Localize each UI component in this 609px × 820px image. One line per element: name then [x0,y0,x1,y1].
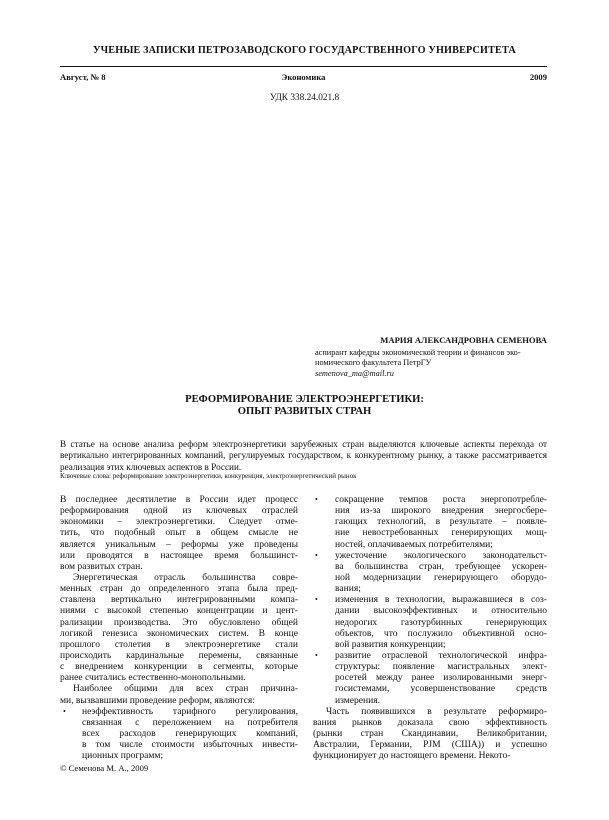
text-line: происходить кардинальные перемены, связанные [60,649,298,661]
text-line: логикой генезиса экономических систем. В конце [60,627,298,639]
text-line: в том числе стоимости избыточных инвести- [82,739,298,751]
issue-row [60,72,547,84]
text-line: ниями с высокой степенью концентрации и цент- [60,605,298,617]
text-line: тить, что подобный опыт в общем смысле не [60,527,298,539]
text-line: экономики – электроэнергетики. Следует отме- [60,516,298,528]
bullet-icon: • [315,650,318,660]
author-affiliation [315,348,550,369]
text-line: рализации производства. Это обусловлено общей [60,616,298,628]
text-line: ставлена вертикально интегрированными компа- [60,594,298,606]
bullet-icon: • [315,495,318,504]
author-name: МАРИЯ АЛЕКСАНДРОВНА СЕМЕНОВА [380,335,547,345]
text-line: росетей между ранее изолированными энерг- [335,672,547,684]
title-line: РЕФОРМИРОВАНИЕ ЭЛЕКТРОЭНЕРГЕТИКИ: [185,394,424,405]
abstract: В статье на основе анализа реформ электроэнергетики зарубежных стран выделяются ключевые аспекты перехода от вертикально интегрированных компаний, регулируемых государством, к конкурентному рынку, а также рассматривается реализация этих ключевых аспектов в России. [60,439,547,472]
text-line: связанная с переложением на потребителя [82,716,298,728]
text-line: прошлого столетия в электроэнергетике стали [60,638,298,650]
text-line: ционных программ; [82,750,164,762]
text-line: ва большинства стран, требующее ускорен- [335,560,547,572]
text-line: (рынки стран Скандинавии, Великобритании, [313,727,547,739]
text-line: менных стран до определенного этапа была пред- [60,583,298,595]
body-right-column [313,494,547,761]
text-line: недорогих газотурбинных генерирующих [335,616,547,628]
text-line: всех расходов генерирующих компаний, [82,727,298,739]
text-line: ранее считались естественно-монопольными. [60,672,246,684]
text-line: неэффективность тарифного регулирования, • [63,705,298,717]
text-line: В последнее десятилетие в России идет процесс [60,494,298,505]
text-line: Австралии, Германии, PJM (США)) и успешно [313,739,547,751]
text-line: объектов, что послужило объективной осно- [335,627,547,639]
text-line: функционирует до настоящего времени. Некото- [313,750,511,762]
text-line: ной модернизации генерирующего оборудо- [335,571,547,583]
text-line: измерения. [335,694,381,706]
text-line: вания рынков доказала свою эффективность [313,716,547,728]
udk-code: УДК 338.24.021.8 [269,93,340,103]
article-title [0,394,609,419]
text-line: развитие отраслевой технологической инфра- • [315,649,547,661]
affiliation-line: номического факультета ПетрГУ [315,358,432,368]
issue-number: Август, № 8 [60,72,106,82]
keywords: Ключевые слова: реформирование электроэнергетики, конкуренция, электроэнергетический рынок [60,472,357,480]
text-line: ние невостребованных генерирующих мощ- [335,527,547,539]
author-email: semenova_ma@mail.ru [315,369,394,378]
text-line: вания; [335,583,361,595]
text-line: дании высокоэффективных и относительно [335,605,547,617]
copyright: © Семенова М. А., 2009 [60,763,149,773]
text-line: госистемами, усовершенствование средств [335,683,547,695]
text-line: или проводятся в настоящее время большинст- [60,549,298,561]
text-line: Часть появившихся в результате реформиро- [326,705,547,717]
bullet-icon: • [315,550,318,560]
body-left-column [60,494,298,761]
journal-title: УЧЕНЫЕ ЗАПИСКИ ПЕТРОЗАВОДСКОГО ГОСУДАРСТВЕННОГО УНИВЕРСИТЕТА [93,45,516,56]
text-line: ужесточение экологического законодательст- • [315,549,547,561]
bullet-icon: • [315,595,318,605]
bullet-icon: • [63,706,66,716]
header-rule [60,66,547,67]
title-line: ОПЫТ РАЗВИТЫХ СТРАН [237,406,372,418]
text-line: структуры: появление магистральных элект- [335,661,547,673]
text-line: ния из-за широкого внедрения энергосбере- [335,505,547,517]
issue-year: 2009 [529,72,547,82]
section-name: Экономика [281,72,326,82]
text-line: вом развитых стран. [60,560,143,572]
text-line: Энергетическая отрасль большинства совре- [73,571,298,583]
text-line: является уникальным – реформы уже проведены [60,538,298,550]
text-line: гающих технологий, в результате – появле- [335,516,547,528]
text-line: сокращение темпов роста энергопотребле- • [315,494,547,505]
text-line: изменения в технологии, выражавшиеся в соз- • [315,594,547,606]
text-line: с внедрением конкуренции в сегменты, которые [60,661,298,673]
text-line: реформирования одной из ключевых отраслей [60,505,298,517]
text-line: Наиболее общими для всех стран причина- [73,683,298,695]
text-line: ностей, оплачиваемых потребителями; [335,538,493,550]
text-line: ми, вызвавшими проведение реформ, являются: [60,694,255,706]
affiliation-line: аспирант кафедры экономической теории и финансов эко- [315,348,521,357]
text-line: вой развития конкуренции; [335,638,446,650]
